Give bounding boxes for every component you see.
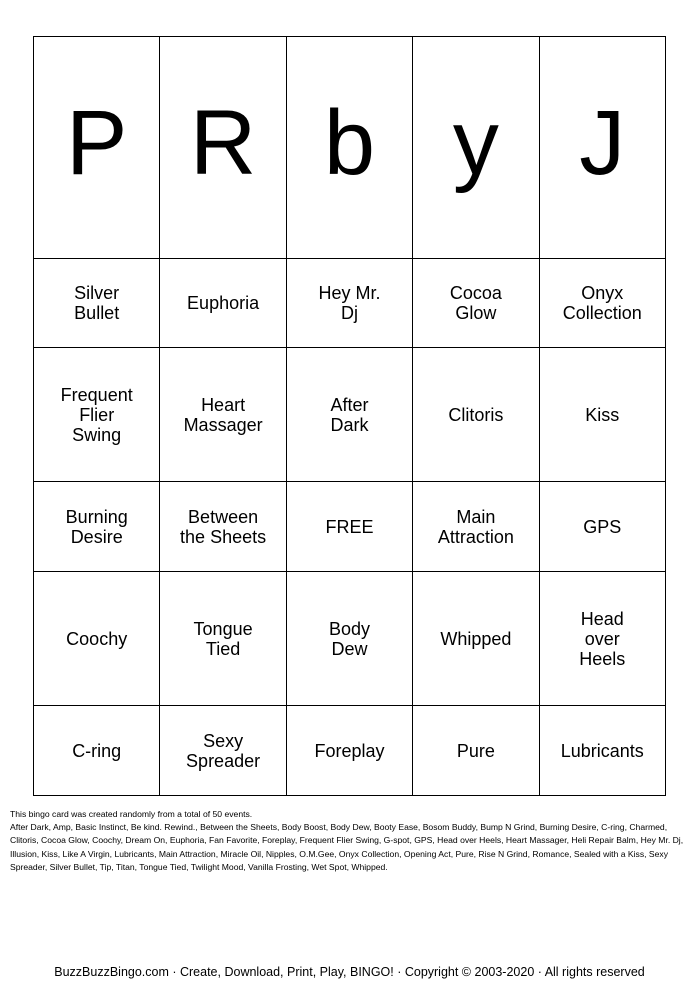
- header-letter: J: [539, 37, 665, 259]
- free-space-cell: FREE: [286, 482, 412, 572]
- bingo-cell: Cocoa Glow: [413, 258, 539, 348]
- bingo-cell: Euphoria: [160, 258, 286, 348]
- bingo-cell: Frequent Flier Swing: [34, 348, 160, 482]
- bingo-cell: Lubricants: [539, 706, 665, 796]
- bingo-row: [34, 572, 666, 706]
- bingo-cell: Tongue Tied: [160, 572, 286, 706]
- header-letter: b: [286, 37, 412, 259]
- bingo-cell: Head over Heels: [539, 572, 665, 706]
- event-list: After Dark, Amp, Basic Instinct, Be kind. Rewind., Between the Sheets, Body Boost, Body Dew, Booty Ease, Bosom Buddy, Bump N Grind, Burning Desire, C-ring, Charmed, Clitoris, Cocoa Glow, Coochy, Dream On, Euphoria, Fan Favorite, Foreplay, Frequent Flier Swing, G-spot, GPS, Head over Heels, Heart Massager, Heli Repair Balm, Hey Mr. Dj, Illusion, Kiss, Like A Virgin, Lubricants, Main Attraction, Miracle Oil, Nipples, O.M.Gee, Onyx Collection, Opening Act, Pure, Rise N Grind, Romance, Sealed with a Kiss, Sexy Spreader, Silver Bullet, Tip, Titan, Tongue Tied, Twilight Mood, Vanilla Frosting, Wet Spot, Whipped.: [10, 822, 684, 872]
- bingo-card: [33, 36, 666, 796]
- bingo-cell: Foreplay: [286, 706, 412, 796]
- bingo-cell: After Dark: [286, 348, 412, 482]
- bingo-row: [34, 258, 666, 348]
- bingo-cell: Hey Mr. Dj: [286, 258, 412, 348]
- bingo-row: [34, 706, 666, 796]
- bingo-header-row: [34, 37, 666, 259]
- site-footer: BuzzBuzzBingo.com · Create, Download, Print, Play, BINGO! · Copyright © 2003-2020 · All rights reserved: [54, 965, 645, 979]
- bingo-cell: Clitoris: [413, 348, 539, 482]
- bingo-cell: Kiss: [539, 348, 665, 482]
- bingo-cell: Whipped: [413, 572, 539, 706]
- card-info: [10, 808, 690, 874]
- card-summary: This bingo card was created randomly from a total of 50 events.: [10, 809, 253, 819]
- bingo-cell: Pure: [413, 706, 539, 796]
- bingo-cell: Body Dew: [286, 572, 412, 706]
- bingo-cell: Main Attraction: [413, 482, 539, 572]
- bingo-cell: Between the Sheets: [160, 482, 286, 572]
- bingo-cell: Onyx Collection: [539, 258, 665, 348]
- header-letter: R: [160, 37, 286, 259]
- header-letter: P: [34, 37, 160, 259]
- bingo-cell: GPS: [539, 482, 665, 572]
- bingo-cell: Coochy: [34, 572, 160, 706]
- bingo-cell: Heart Massager: [160, 348, 286, 482]
- bingo-cell: Burning Desire: [34, 482, 160, 572]
- bingo-cell: C-ring: [34, 706, 160, 796]
- bingo-cell: Sexy Spreader: [160, 706, 286, 796]
- bingo-row: [34, 482, 666, 572]
- header-letter: y: [413, 37, 539, 259]
- bingo-cell: Silver Bullet: [34, 258, 160, 348]
- bingo-row: [34, 348, 666, 482]
